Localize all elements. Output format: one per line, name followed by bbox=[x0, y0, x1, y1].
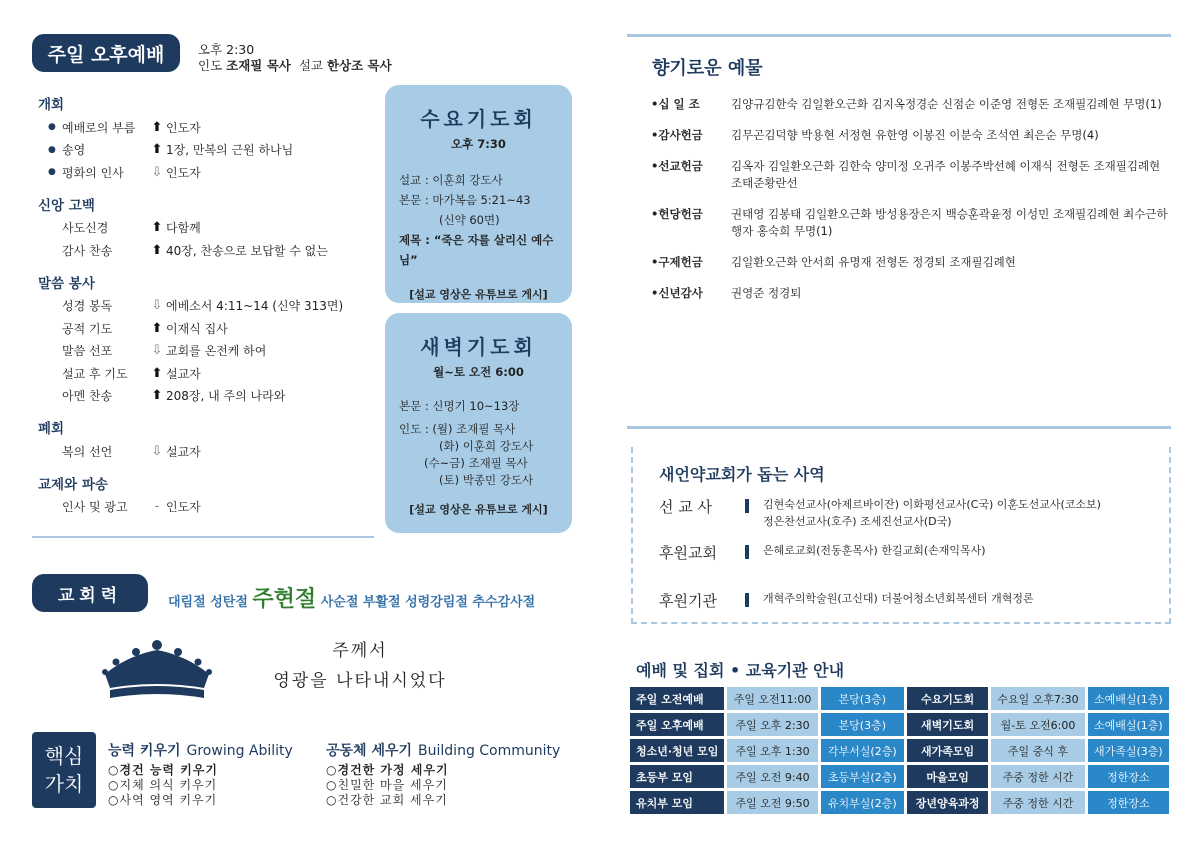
core-value-building-community bbox=[326, 740, 560, 808]
order-item-name: 평화의 인사 bbox=[62, 165, 124, 180]
dash-icon: - bbox=[154, 499, 160, 515]
table-cell: 주일 오전예배 bbox=[630, 687, 724, 710]
order-item-name: 송영 bbox=[62, 143, 86, 158]
wednesday-note: [설교 영상은 유튜브로 게시] bbox=[409, 288, 548, 301]
mission-label: 선 교 사 bbox=[659, 498, 713, 516]
guide-title: 예배 및 집회 • 교육기관 안내 bbox=[636, 661, 845, 680]
stand-arrow-icon: ⬆ bbox=[151, 320, 163, 336]
offering-label: •구제헌금 bbox=[651, 255, 703, 269]
core-value-growing-ability bbox=[108, 740, 293, 808]
order-of-worship bbox=[38, 93, 378, 518]
table-cell: 각부서실(2층) bbox=[821, 739, 904, 762]
order-item-name: 인사 및 광고 bbox=[62, 500, 128, 515]
stand-arrow-icon: ⬆ bbox=[151, 242, 163, 258]
order-item-name: 복의 선언 bbox=[62, 444, 113, 459]
mission-line: 은혜로교회(전동훈목사) 한길교회(손재익목사) bbox=[763, 544, 986, 557]
mission-text bbox=[763, 542, 986, 559]
mission-line: 김현숙선교사(아제르바이잔) 이화평선교사(C국) 이훈도선교사(코소보) bbox=[763, 498, 1101, 511]
dawn-note: [설교 영상은 유튜브로 게시] bbox=[409, 503, 548, 516]
order-item-value: 인도자 bbox=[166, 120, 201, 135]
dawn-details bbox=[399, 398, 558, 489]
core-item: ○건강한 교회 세우기 bbox=[326, 793, 448, 807]
divider bbox=[32, 536, 374, 538]
sunday-time: 오후 2:30 bbox=[198, 42, 255, 57]
dawn-line: 본문 : 신명기 10~13장 bbox=[399, 399, 520, 413]
table-cell: 소예배실(1층) bbox=[1088, 713, 1169, 736]
order-item bbox=[38, 295, 378, 318]
leader-label: 인도 bbox=[198, 58, 223, 73]
leader-name: 조재필 목사 bbox=[226, 58, 291, 73]
verse-line-1: 주께서 bbox=[332, 641, 388, 661]
order-item-value: 설교자 bbox=[166, 444, 201, 459]
table-cell: 소예배실(1층) bbox=[1088, 687, 1169, 710]
table-cell: 유치부실(2층) bbox=[821, 791, 904, 814]
wednesday-line: 설교 : 이훈희 강도사 bbox=[399, 173, 503, 187]
order-item-value: 교회를 온전케 하여 bbox=[166, 344, 267, 359]
wednesday-prayer-box bbox=[385, 85, 572, 303]
verse bbox=[250, 636, 470, 696]
offering-title: 향기로운 예물 bbox=[652, 58, 763, 79]
dawn-time: 월~토 오전 6:00 bbox=[433, 365, 524, 379]
sunday-service-info bbox=[198, 42, 392, 74]
table-cell: 주일 오전11:00 bbox=[727, 687, 817, 710]
bullet-icon: ● bbox=[48, 167, 56, 178]
table-cell: 새가족실(3층) bbox=[1088, 739, 1169, 762]
order-item bbox=[38, 362, 378, 385]
section-title: 신앙 고백 bbox=[38, 197, 95, 214]
table-row bbox=[630, 713, 1169, 736]
seasons-before: 대림절 성탄절 bbox=[168, 595, 248, 610]
offering-row bbox=[651, 127, 1171, 144]
stand-arrow-icon: ⬆ bbox=[151, 365, 163, 381]
crown-icon bbox=[100, 636, 215, 700]
verse-line-2: 영광을 나타내시었다 bbox=[273, 671, 447, 691]
wednesday-line: (신약 60면) bbox=[439, 213, 500, 227]
core-item: ○경건 능력 키우기 bbox=[108, 763, 218, 777]
table-cell: 월-토 오전6:00 bbox=[991, 713, 1084, 736]
order-item bbox=[38, 116, 378, 139]
order-item bbox=[38, 239, 378, 262]
offering-label: •헌당헌금 bbox=[651, 207, 703, 221]
table-row bbox=[630, 791, 1169, 814]
offering-label: •십 일 조 bbox=[651, 97, 700, 111]
label-bar bbox=[745, 593, 749, 607]
order-item-name: 예배로의 부름 bbox=[62, 120, 136, 135]
order-item bbox=[38, 217, 378, 240]
offering-row bbox=[651, 206, 1171, 240]
table-cell: 주중 정한 시간 bbox=[991, 791, 1084, 814]
order-item-value: 208장, 내 주의 나라와 bbox=[166, 389, 286, 404]
table-cell: 본당(3층) bbox=[821, 713, 904, 736]
table-cell: 장년양육과정 bbox=[907, 791, 988, 814]
core-item: ○지체 의식 키우기 bbox=[108, 778, 218, 792]
wednesday-line: 본문 : 마가복음 5:21~43 bbox=[399, 193, 531, 207]
order-item-name: 감사 찬송 bbox=[62, 243, 113, 258]
table-cell: 주일 오후예배 bbox=[630, 713, 724, 736]
order-item-value: 설교자 bbox=[166, 366, 201, 381]
order-item-value: 인도자 bbox=[166, 500, 201, 515]
dawn-prayer-box bbox=[385, 313, 572, 533]
schedule-table bbox=[627, 684, 1172, 817]
mission-row-missionaries bbox=[659, 496, 1101, 530]
order-item-name: 공적 기도 bbox=[62, 321, 113, 336]
core-values-badge bbox=[32, 732, 96, 808]
order-item bbox=[38, 139, 378, 162]
table-cell: 주일 오전 9:50 bbox=[727, 791, 817, 814]
offering-names: 김무곤김덕향 박용현 서정현 유한영 이봉진 이분숙 조석연 최은순 무명(4) bbox=[731, 128, 1099, 142]
church-calendar-badge: 교회력 bbox=[32, 574, 148, 612]
mission-line: 정은찬선교사(호주) 조세진선교사(D국) bbox=[763, 515, 952, 528]
section-title: 개회 bbox=[38, 97, 65, 113]
table-cell: 주일 중식 후 bbox=[991, 739, 1084, 762]
core-heading-ko: 공동체 세우기 bbox=[326, 743, 413, 759]
section-title: 폐회 bbox=[38, 421, 65, 437]
offering-row bbox=[651, 285, 1171, 302]
order-item bbox=[38, 385, 378, 408]
table-cell: 청소년·청년 모임 bbox=[630, 739, 724, 762]
dawn-title: 새벽기도회 bbox=[420, 335, 537, 359]
order-item bbox=[38, 340, 378, 363]
offering-names: 김옥자 김일환오근화 김한숙 양미정 오귀주 이봉주박선혜 이재식 전형돈 조재필김례현 조태준황란선 bbox=[731, 159, 1161, 190]
offering-row bbox=[651, 158, 1171, 192]
dawn-line: (토) 박종민 강도사 bbox=[439, 473, 534, 487]
bullet-icon: ● bbox=[48, 122, 56, 133]
offering-row bbox=[651, 96, 1171, 113]
sunday-ministers bbox=[198, 58, 392, 74]
order-item bbox=[38, 317, 378, 340]
wednesday-line: 제목 : “죽은 자를 살리신 예수님” bbox=[399, 233, 554, 267]
dawn-line: 인도 : (월) 조재필 목사 bbox=[399, 422, 516, 436]
order-item-name: 아멘 찬송 bbox=[62, 389, 113, 404]
offering-list bbox=[651, 96, 1171, 316]
table-cell: 주일 오후 1:30 bbox=[727, 739, 817, 762]
wednesday-details bbox=[399, 170, 558, 270]
mission-text bbox=[763, 496, 1101, 530]
offering-names: 김일환오근화 안서희 유명재 전형돈 정경퇴 조재필김례현 bbox=[731, 255, 1016, 269]
table-cell: 주일 오전 9:40 bbox=[727, 765, 817, 788]
core-label-line: 핵심 bbox=[44, 744, 84, 768]
table-row bbox=[630, 739, 1169, 762]
core-heading-en: Growing Ability bbox=[186, 743, 293, 759]
order-item bbox=[38, 496, 378, 519]
table-cell: 초등부실(2층) bbox=[821, 765, 904, 788]
offering-names: 권태영 김봉태 김일환오근화 방성용장은지 백승훈곽윤정 이성민 조재필김례현 최수근하행자 홍숙희 무명(1) bbox=[731, 207, 1168, 238]
sunday-service-badge: 주일 오후예배 bbox=[32, 34, 180, 72]
table-cell: 새벽기도회 bbox=[907, 713, 988, 736]
core-heading-ko: 능력 키우기 bbox=[108, 743, 181, 759]
order-item-value: 인도자 bbox=[166, 165, 201, 180]
sit-arrow-icon: ⇩ bbox=[151, 298, 163, 314]
bullet-icon: ● bbox=[48, 144, 56, 155]
dawn-line: (화) 이훈희 강도사 bbox=[439, 439, 534, 453]
label-bar bbox=[745, 499, 749, 513]
core-value-heading bbox=[326, 740, 560, 760]
table-row bbox=[630, 687, 1169, 710]
mission-row-churches bbox=[659, 542, 986, 563]
core-value-heading bbox=[108, 740, 293, 760]
offering-label: •신년감사 bbox=[651, 286, 703, 300]
preacher-label: 설교 bbox=[298, 58, 323, 73]
divider bbox=[627, 426, 1171, 429]
table-cell: 주중 정한 시간 bbox=[991, 765, 1084, 788]
offering-label: •선교헌금 bbox=[651, 159, 703, 173]
order-item-value: 이재식 집사 bbox=[166, 321, 228, 336]
table-cell: 초등부 모임 bbox=[630, 765, 724, 788]
table-cell: 정한장소 bbox=[1088, 765, 1169, 788]
stand-arrow-icon: ⬆ bbox=[151, 220, 163, 236]
table-cell: 본당(3층) bbox=[821, 687, 904, 710]
order-item-value: 40장, 찬송으로 보답할 수 없는 bbox=[166, 243, 328, 258]
core-label-line: 가치 bbox=[44, 772, 84, 796]
mission-line: 개혁주의학술원(고신대) 더불어청소년회복센터 개혁정론 bbox=[763, 592, 1034, 605]
sit-arrow-icon: ⇩ bbox=[151, 443, 163, 459]
offering-label: •감사헌금 bbox=[651, 128, 703, 142]
order-item bbox=[38, 161, 378, 184]
order-item-name: 말씀 선포 bbox=[62, 344, 113, 359]
order-item-value: 다함께 bbox=[166, 221, 201, 236]
stand-arrow-icon: ⬆ bbox=[151, 388, 163, 404]
preacher-name: 한상조 목사 bbox=[326, 58, 392, 73]
stand-arrow-icon: ⬆ bbox=[151, 119, 163, 135]
current-season: 주현절 bbox=[252, 587, 317, 612]
label-bar bbox=[745, 545, 749, 559]
dawn-line: (수~금) 조재필 목사 bbox=[424, 456, 528, 470]
core-item: ○친밀한 마을 세우기 bbox=[326, 778, 448, 792]
table-cell: 수요일 오후7:30 bbox=[991, 687, 1084, 710]
section-title: 교제와 파송 bbox=[38, 476, 108, 493]
order-item-name: 설교 후 기도 bbox=[62, 366, 128, 381]
table-cell: 정한장소 bbox=[1088, 791, 1169, 814]
table-cell: 수요기도회 bbox=[907, 687, 988, 710]
order-item-value: 에베소서 4:11~14 (신약 313면) bbox=[166, 299, 344, 314]
order-item-name: 성경 봉독 bbox=[62, 299, 113, 314]
seasons-after: 사순절 부활절 성령강림절 추수감사절 bbox=[320, 595, 536, 610]
sit-arrow-icon: ⇩ bbox=[151, 343, 163, 359]
mission-title: 새언약교회가 돕는 사역 bbox=[659, 465, 825, 484]
table-row bbox=[630, 765, 1169, 788]
table-cell: 마을모임 bbox=[907, 765, 988, 788]
mission-row-organizations bbox=[659, 590, 1034, 611]
mission-label: 후원교회 bbox=[659, 544, 717, 562]
offering-names: 권영준 정경퇴 bbox=[731, 286, 802, 300]
church-calendar-seasons bbox=[168, 582, 535, 613]
sit-arrow-icon: ⇩ bbox=[151, 164, 163, 180]
divider bbox=[627, 34, 1171, 37]
table-cell: 새가족모임 bbox=[907, 739, 988, 762]
order-item-name: 사도신경 bbox=[62, 221, 109, 236]
wednesday-title: 수요기도회 bbox=[420, 107, 537, 131]
core-item: ○경건한 가정 세우기 bbox=[326, 763, 449, 777]
section-title: 말씀 봉사 bbox=[38, 275, 95, 292]
mission-text bbox=[763, 590, 1034, 607]
mission-label: 후원기관 bbox=[659, 592, 717, 610]
table-cell: 유치부 모임 bbox=[630, 791, 724, 814]
wednesday-time: 오후 7:30 bbox=[451, 137, 506, 151]
offering-row bbox=[651, 254, 1171, 271]
order-item-value: 1장, 만복의 근원 하나님 bbox=[166, 143, 294, 158]
core-item: ○사역 영역 키우기 bbox=[108, 793, 218, 807]
order-item bbox=[38, 440, 378, 463]
core-heading-en: Building Community bbox=[418, 743, 561, 759]
offering-names: 김양규김한숙 김일환오근화 김지옥정경순 신점순 이준영 전형돈 조재필김례현 무명(1) bbox=[731, 97, 1162, 111]
stand-arrow-icon: ⬆ bbox=[151, 142, 163, 158]
table-cell: 주일 오후 2:30 bbox=[727, 713, 817, 736]
